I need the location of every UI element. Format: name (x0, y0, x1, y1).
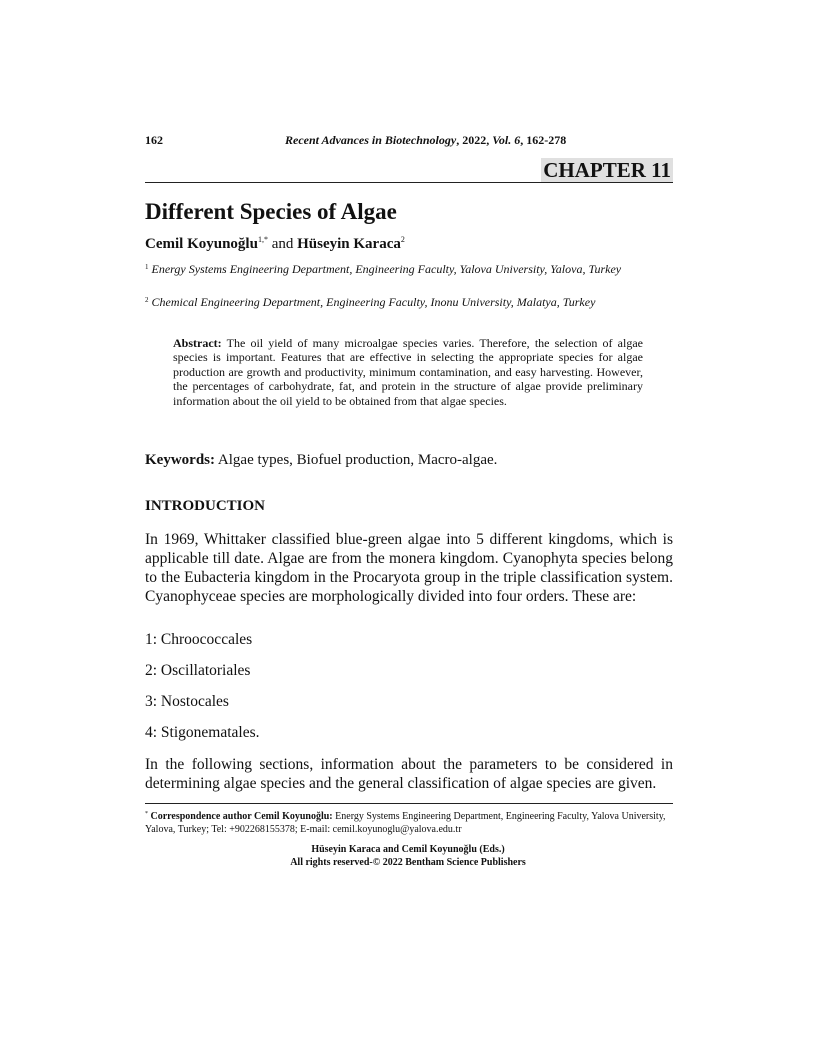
paper-title: Different Species of Algae (145, 199, 397, 224)
journal-name: Recent Advances in Biotechnology (285, 133, 457, 147)
author-2: Hüseyin Karaca (297, 236, 401, 252)
list-item: 2: Oscillatoriales (145, 662, 251, 679)
header-rule (145, 182, 673, 183)
affiliation-2: $^2$ Chemical Engineering Department, Engineering Faculty, Inonu University, Malatya, Turkey (145, 295, 596, 309)
intro-paragraph-2: In the following sections, information about the parameters to be considered in determining algae species and the general classification of algae species are given. (145, 756, 673, 792)
section-heading-introduction: INTRODUCTION (145, 498, 266, 514)
editors-line: Hüseyin Karaca and Cemil Koyunoğlu (Eds.) (311, 844, 505, 855)
abstract: Abstract: The oil yield of many microalgae species varies. Therefore, the selection of algae species is important. Features that are effective in selecting the appropriate species for algae production are growth and productivity, minimum contamination, and easy harvesting. However, the percentages of carbohydrate, fat, and protein in the structure of algae provide preliminary information about the oil yield to be obtained from that algae species. (173, 336, 643, 408)
abstract-label: Abstract: (173, 336, 222, 350)
footnote-label: Correspondence author Cemil Koyunoğlu: (148, 811, 333, 822)
author-1: Cemil Koyunoğlu (145, 236, 258, 252)
affiliation-1: $^1$ Energy Systems Engineering Department, Engineering Faculty, Yalova University, Yalova, Turkey (145, 262, 622, 276)
journal-citation: Recent Advances in Biotechnology, 2022, Vol. 6, 162-278 (285, 133, 567, 147)
list-item: 4: Stigonematales. (145, 724, 260, 741)
keywords: Keywords: Algae types, Biofuel production, Macro-algae. (145, 452, 498, 468)
chapter-label: CHAPTER 11 (543, 158, 671, 182)
list-item: 3: Nostocales (145, 693, 229, 710)
list-item: 1: Chroococcales (145, 631, 253, 648)
footnote-rule (145, 803, 673, 804)
journal-volume: Vol. 6 (492, 133, 521, 147)
author-list: Cemil Koyunoğlu$^{1,*}$ and Hüseyin Karaca$^2$ (145, 235, 405, 252)
footnote: * Correspondence author Cemil Koyunoğlu: Energy Systems Engineering Department, Engineering Faculty, Yalova University, Yalova, Turkey; Tel: +902268155378; E-mail: cemil.koyunoglu@yalova.edu.tr (145, 811, 666, 835)
keywords-label: Keywords: (145, 452, 215, 468)
copyright-line: All rights reserved-© 2022 Bentham Science Publishers (290, 857, 526, 868)
page-number: 162 (145, 133, 163, 147)
intro-paragraph-1: In 1969, Whittaker classified blue-green algae into 5 different kingdoms, which is applicable till date. Algae are from the monera kingdom. Cyanophyta species belong to the Eubacteria kingdom in the Procaryota group in the triple classification system. Cyanophyceae species are morphologically divided into four orders. These are: (145, 531, 673, 605)
